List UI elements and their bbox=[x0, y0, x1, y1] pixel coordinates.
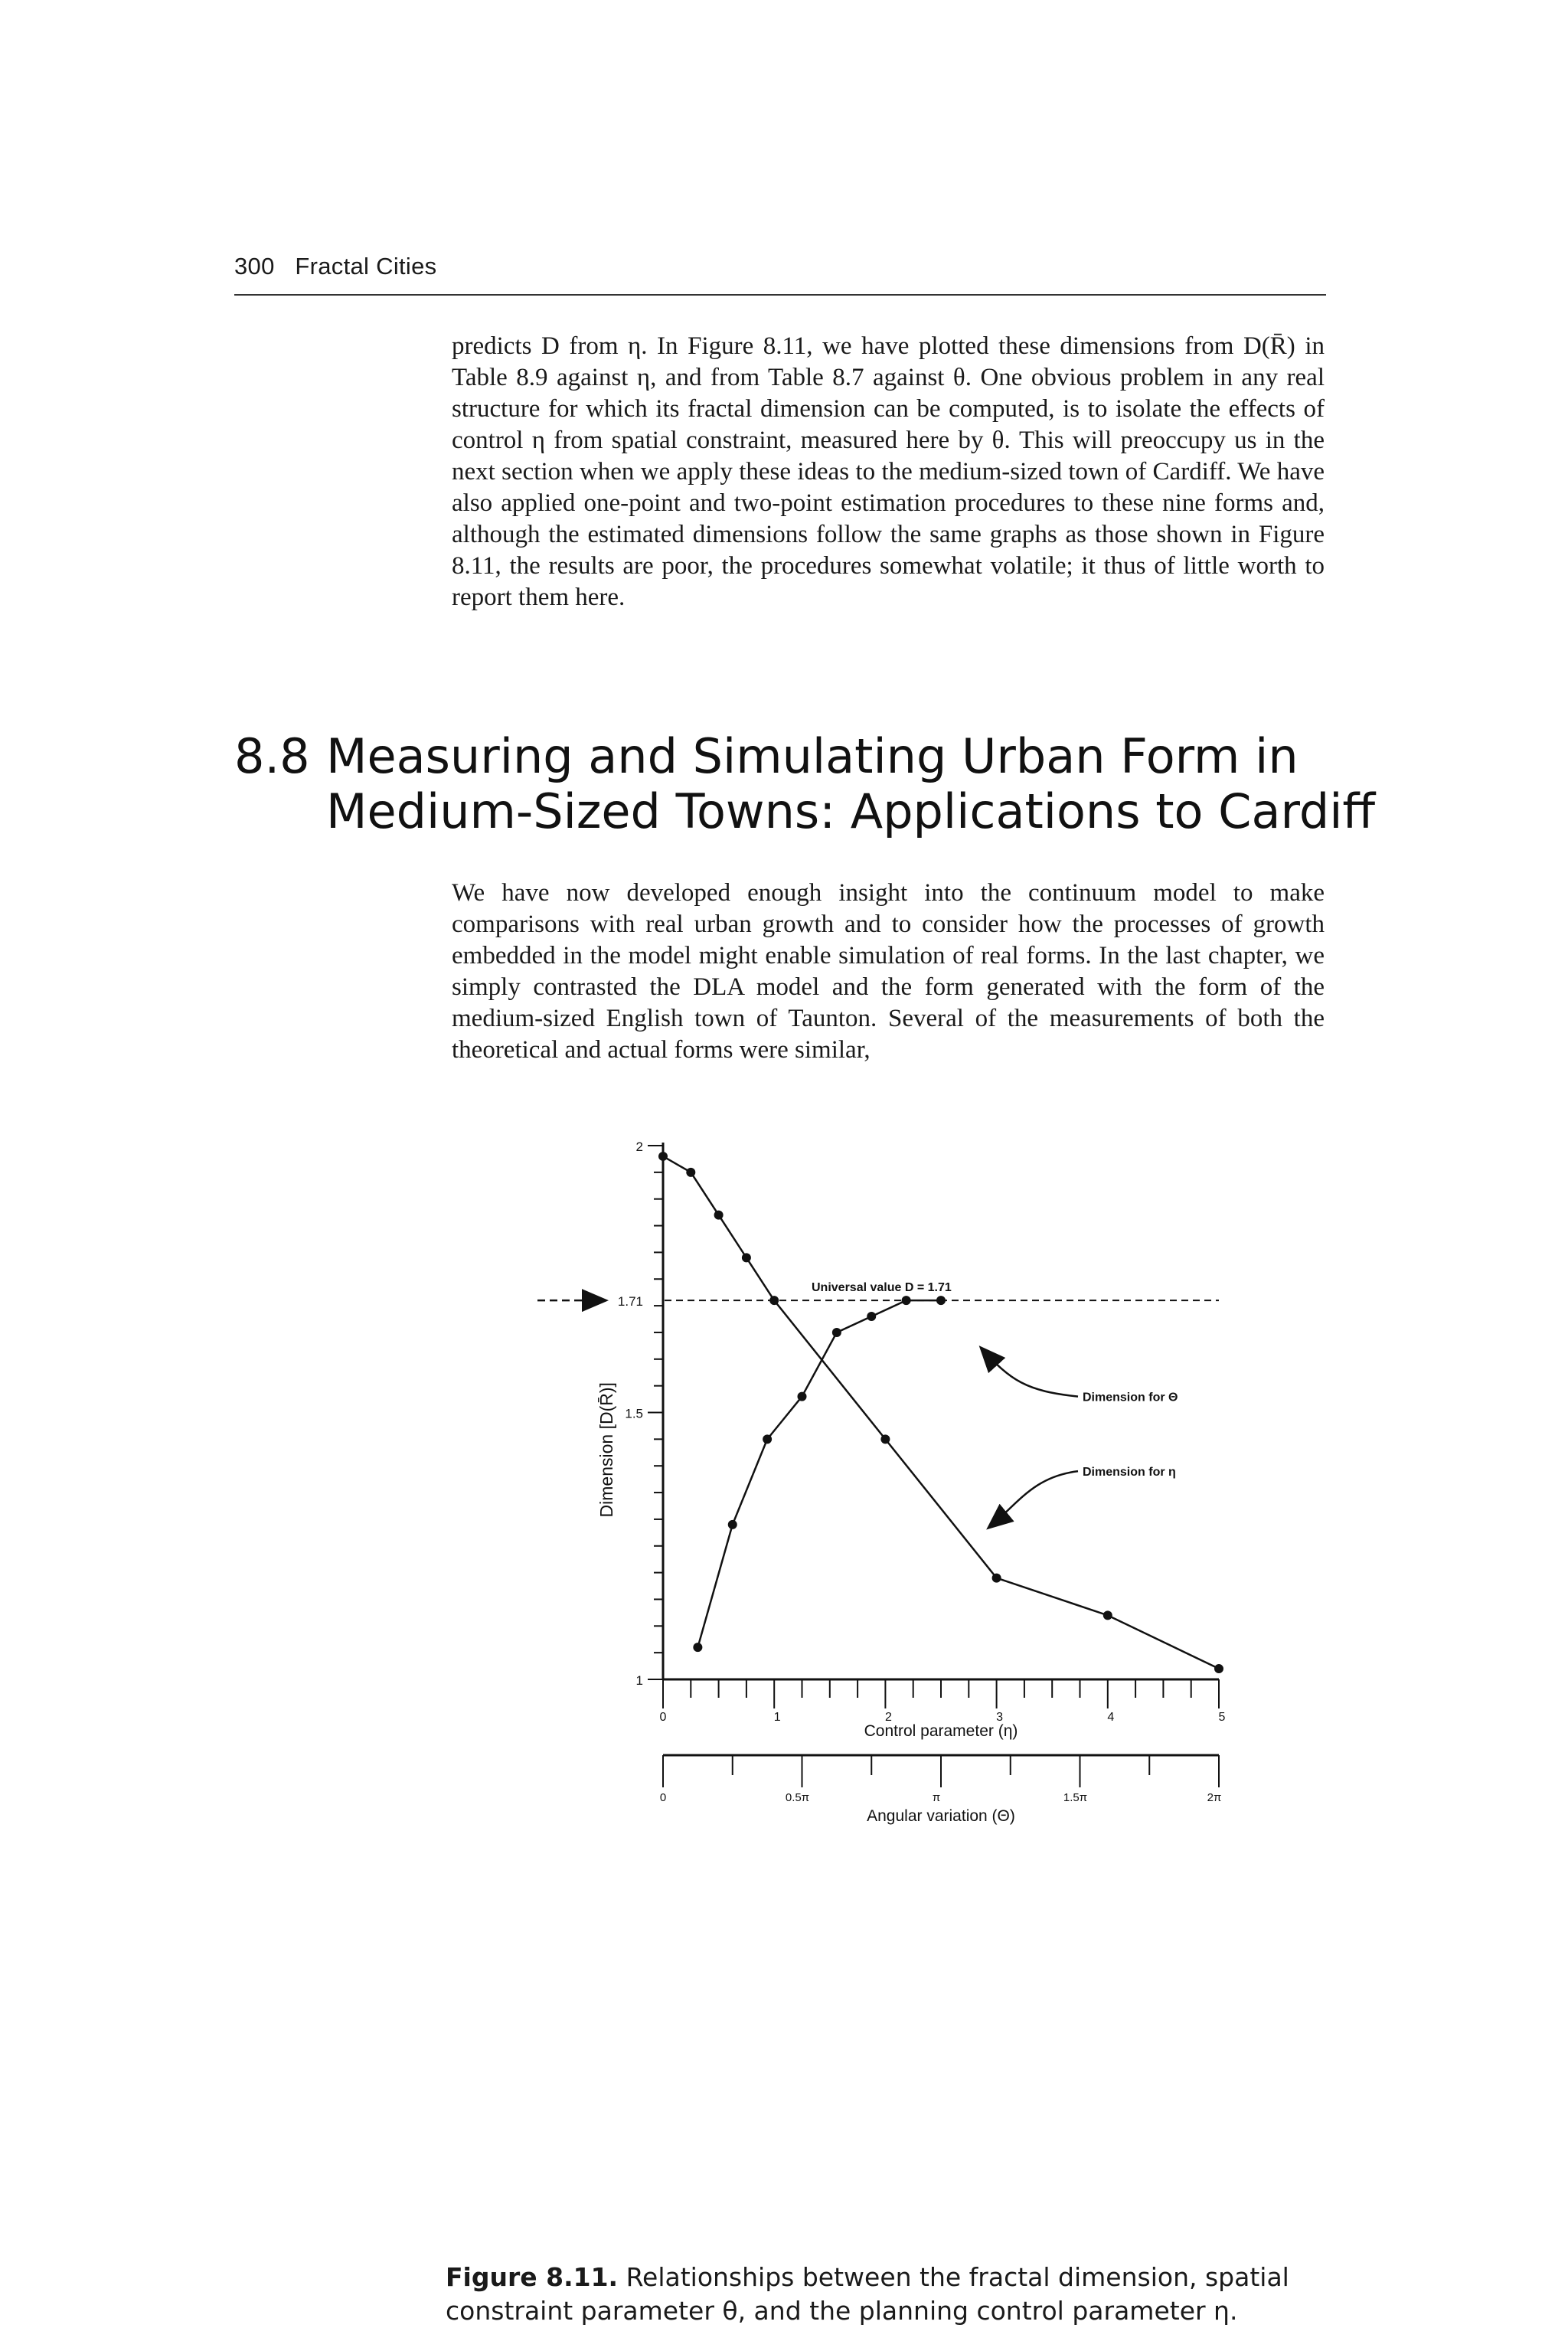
series-eta-point bbox=[714, 1211, 724, 1220]
x-tick-label: 2 bbox=[884, 1711, 892, 1724]
series-theta-point bbox=[936, 1296, 946, 1305]
series-theta-point bbox=[832, 1328, 841, 1337]
series-theta-point bbox=[728, 1520, 737, 1529]
caption-label: Figure 8.11. bbox=[446, 2262, 619, 2292]
series-eta-point bbox=[769, 1296, 779, 1305]
eta-annotation-label: Dimension for η bbox=[1083, 1466, 1176, 1480]
series-eta-point bbox=[1103, 1610, 1112, 1620]
eta-annotation-arrow bbox=[989, 1471, 1078, 1527]
series-eta-point bbox=[742, 1253, 751, 1262]
y-tick-label: 1.71 bbox=[617, 1294, 643, 1310]
secondary-tick-label: 0 bbox=[659, 1791, 667, 1804]
x-tick-label: 3 bbox=[996, 1711, 1004, 1724]
series-eta-line bbox=[663, 1156, 1219, 1669]
section-number: 8.8 bbox=[234, 728, 310, 784]
series-eta-point bbox=[686, 1168, 695, 1177]
section-title-line-2: Medium-Sized Towns: Applications to Cardiff bbox=[326, 783, 1376, 839]
series-theta-point bbox=[693, 1643, 702, 1652]
series-eta-point bbox=[992, 1574, 1001, 1583]
series-theta-point bbox=[902, 1296, 911, 1305]
series-theta-point bbox=[798, 1392, 807, 1401]
secondary-tick-label: 2π bbox=[1207, 1791, 1222, 1804]
y-tick-label: 1 bbox=[635, 1673, 643, 1688]
x-tick-label: 5 bbox=[1218, 1711, 1226, 1724]
secondary-tick-label: 0.5π bbox=[785, 1791, 810, 1804]
running-title: Fractal Cities bbox=[295, 253, 437, 280]
caption-text: Relationships between the fractal dimension, spatial constraint parameter θ, and the planning control parameter η. bbox=[446, 2262, 1289, 2326]
page-number: 300 bbox=[234, 253, 275, 280]
series-eta-point bbox=[880, 1434, 890, 1444]
body-paragraph-1: predicts D from η. In Figure 8.11, we have plotted these dimensions from D(R̄) in Table 8.9 against η, and from Table 8.7 against θ. One obvious problem in any real structure for which its fractal dimension can be computed, is to isolate the effects of control η from spatial constraint, measured here by θ. This will preoccupy us in the next section when we apply these ideas to the medium-sized town of Cardiff. We have also applied one-point and two-point estimation procedures to these nine forms and, although the estimated dimensions follow the same graphs as those shown in Figure 8.11, the results are poor, the procedures somewhat volatile; it thus of little worth to report them here. bbox=[452, 332, 1325, 611]
section-title-line-1: Measuring and Simulating Urban Form in bbox=[326, 728, 1298, 784]
x-tick-label: 1 bbox=[773, 1711, 781, 1724]
series-theta-line bbox=[697, 1300, 941, 1647]
body-paragraph-2: We have now developed enough insight into the continuum model to make comparisons with real urban growth and to consider how the processes of growth embedded in the model might enable simulation of real forms. In the last chapter, we simply contrasted the DLA model and the form generated with the form of the medium-sized English town of Taunton. Several of the measurements of both the theoretical and actual forms were similar, bbox=[452, 879, 1325, 1064]
series-theta-point bbox=[867, 1312, 876, 1321]
figure-caption bbox=[446, 2261, 1326, 2328]
series-theta-point bbox=[763, 1434, 772, 1444]
y-tick-label: 1.5 bbox=[625, 1406, 643, 1421]
secondary-axis-label: Angular variation (Θ) bbox=[867, 1807, 1015, 1825]
series-eta-point bbox=[658, 1152, 668, 1161]
theta-annotation-label: Dimension for Θ bbox=[1083, 1391, 1178, 1404]
series-eta-point bbox=[1214, 1664, 1223, 1673]
x-tick-label: 4 bbox=[1107, 1711, 1115, 1724]
reference-line-label: Universal value D = 1.71 bbox=[812, 1281, 952, 1295]
x-tick-label: 0 bbox=[659, 1711, 667, 1724]
theta-annotation-arrow bbox=[982, 1349, 1078, 1397]
y-tick-label: 2 bbox=[635, 1139, 643, 1154]
secondary-tick-label: 1.5π bbox=[1063, 1791, 1088, 1804]
secondary-tick-label: π bbox=[932, 1791, 941, 1804]
x-axis-label: Control parameter (η) bbox=[864, 1722, 1018, 1740]
y-axis-label: Dimension [D(R̄)] bbox=[596, 1382, 616, 1518]
